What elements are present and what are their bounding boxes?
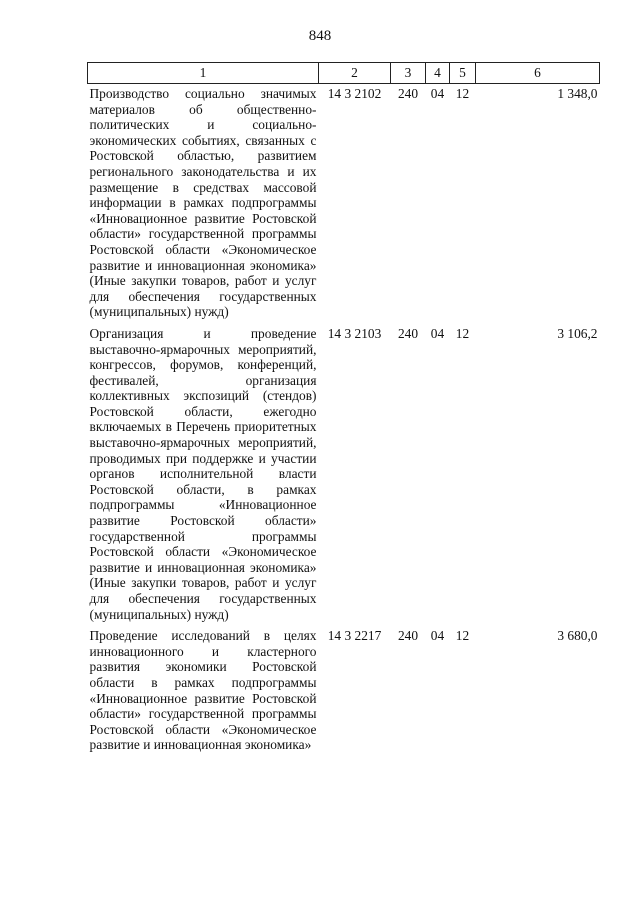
column-header-5: 5: [450, 63, 476, 84]
column-header-3: 3: [391, 63, 426, 84]
budget-table: [87, 62, 600, 757]
table-row: [88, 626, 600, 757]
row-section: 04: [430, 628, 445, 644]
row-expense-type: 240: [397, 86, 419, 101]
row-section: 04: [430, 86, 445, 101]
column-header-1: 1: [88, 63, 319, 84]
row-amount: 1 348,0: [557, 86, 598, 101]
row-target-code: 14 3 2217: [327, 628, 382, 644]
row-expense-type: 240: [397, 628, 419, 644]
table-row: [88, 324, 600, 626]
row-amount: 3 106,2: [557, 325, 598, 341]
row-description: Производство социально значимых материалов об общественно-политических и социально-экономических событиях, связанных с Ростовской областью, развитием регионального законодательства и их размещение в средствах массовой информации в рамках подпрограммы «Инновационное развитие Ростовской области» государственной программы Ростовской области «Экономическое развитие и инновационная экономика» (Иные закупки товаров, работ и услуг для обеспечения государственных (муниципальных) нужд): [89, 86, 317, 320]
column-header-6: 6: [476, 63, 600, 84]
page-number: 848: [308, 28, 332, 44]
column-header-2: 2: [319, 63, 391, 84]
row-subsection: 12: [455, 325, 470, 341]
table-header-row: [88, 63, 600, 84]
table-row: [88, 84, 600, 324]
row-description: Организация и проведение выставочно-ярмарочных мероприятий, конгрессов, форумов, конференций, фестивалей, организация коллективных экспозиций (стендов) Ростовской области, ежегодно включаемых в Перечень приоритетных выставочно-ярмарочных мероприятий, проводимых при поддержке и участии органов исполнительной власти Ростовской области, в рамках подпрограммы «Инновационное развитие Ростовской области» государственной программы Ростовской области «Экономическое развитие и инновационная экономика» (Иные закупки товаров, работ и услуг для обеспечения государственных (муниципальных) нужд): [89, 325, 317, 622]
row-target-code: 14 3 2102: [327, 86, 382, 101]
row-description: Проведение исследований в целях инновационного и кластерного развития экономики Ростовской области в рамках подпрограммы «Инновационное развитие Ростовской области» государственной программы Ростовской области «Экономическое развитие и инновационная экономика»: [89, 628, 317, 753]
row-section: 04: [430, 325, 445, 341]
row-subsection: 12: [455, 86, 470, 101]
row-target-code: 14 3 2103: [327, 325, 382, 341]
column-header-4: 4: [426, 63, 450, 84]
row-subsection: 12: [455, 628, 470, 644]
row-expense-type: 240: [397, 325, 419, 341]
row-amount: 3 680,0: [557, 628, 598, 644]
